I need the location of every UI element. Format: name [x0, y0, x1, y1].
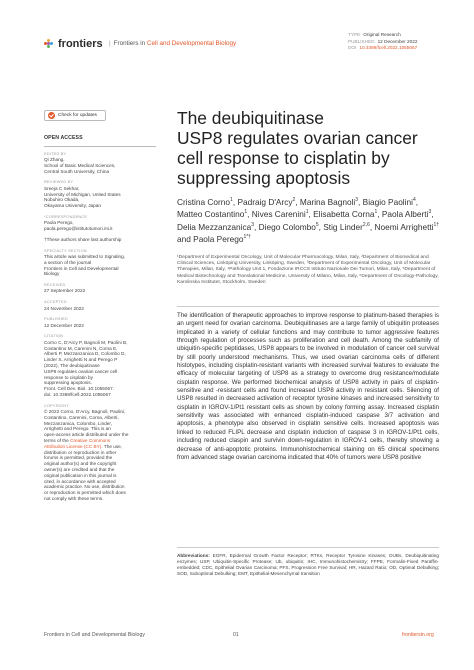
sidebar-section	[44, 151, 156, 175]
sidebar	[44, 110, 156, 507]
sidebar-section-head: EDITED BY	[44, 150, 67, 156]
check-icon	[48, 112, 55, 119]
sidebar-sections	[44, 151, 156, 398]
cc-license-link[interactable]: Creative Commons Attribution License (CC BY)	[44, 437, 111, 449]
sidebar-section	[44, 237, 156, 243]
author-name-text: Stig Linder	[323, 221, 363, 232]
sidebar-section	[44, 214, 156, 232]
author-affiliation-mark: 1	[230, 197, 233, 204]
author-affiliation-mark: 3	[355, 197, 359, 204]
author-name[interactable]	[323, 222, 370, 232]
logo-text: frontiers	[58, 38, 103, 50]
sidebar-section-text: Paola Perego, paola.perego@istitutotumori.mi.it	[44, 220, 113, 232]
meta-doi	[348, 45, 417, 52]
abstract: The identification of therapeutic approaches to improve response to platinum-based therapies is an urgent need for ovarian carcinoma. Deubiquitinases are a large family of ubiquitin proteases implicated in a variety of cellular functions and may contribute to tumor aggressive features through regulation of processes such as proliferation and cell death. Among the subfamily of ubiquitin-specific peptidases, USP8 appears to be involved in modulation of cancer cell survival by still poorly understood mechanisms. Thus, we used ovarian carcinoma cells of different histotypes, including cisplatin-resistant variants with increased survival features to evaluate the efficacy of molecular targeting of USP8 as a strategy to overcome drug resistance/modulate cisplatin response. We performed biochemical analysis of USP8 activity in pairs of cisplatin-sensitive and -resistant cells and found increased USP8 activity in resistant cells. Silencing of USP8 resulted in decreased activation of receptor tyrosine kinases and increased sensitivity to cisplatin in IGROV-1/Pt1 resistant cells as shown by colony forming assay. Increased cisplatin sensitivity was associated with enhanced cisplatin-induced caspase 3/7 activation and apoptosis, a phenotype also observed in cisplatin sensitive cells. Increased apoptosis was linked to reduced FLIPL decrease and cisplatin induction of caspase 3 in IGROV-1/Pt1 cells, including reduced claspin and survivin down-regulation in IGROV-1 cells, thereby showing a decrease of anti-apoptotic proteins. Immunohistochemical staining on 65 clinical specimens from advanced stage ovarian carcinoma indicated that 40% of tumors were USP8 positive	[177, 312, 439, 461]
author-name[interactable]	[237, 197, 295, 207]
author-name[interactable]	[252, 209, 309, 219]
sidebar-section	[44, 299, 156, 311]
sidebar-section-head: RECEIVED	[44, 282, 66, 288]
author-name-text: Paola Alberti	[381, 209, 429, 220]
author-name[interactable]	[177, 197, 233, 207]
author-name-text: Marina Bagnoli	[299, 197, 356, 207]
article-meta	[348, 32, 417, 52]
author-name-text: Delia Mezzanzanica	[177, 221, 252, 232]
sidebar-section-head: *CORRESPONDENCE	[44, 213, 88, 219]
author-affiliation-mark: 4	[412, 197, 416, 204]
author-name[interactable]	[259, 222, 319, 232]
sidebar-copyright	[44, 403, 156, 502]
copyright-head: COPYRIGHT	[44, 402, 69, 408]
author-affiliation-mark: 1†	[433, 222, 440, 229]
footer-site-link[interactable]: frontiersin.org	[402, 632, 434, 638]
sidebar-section-text: †These authors share last authorship	[44, 236, 122, 242]
sidebar-section	[44, 333, 156, 397]
sidebar-section	[44, 316, 156, 328]
copyright-text-part: . The use, distribution or reproduction in other forums is permitted, provided the original author(s) and the copyright owner(s) are credited and that the original publication in this journal is cited, in accordance with accepted academic practice. No use, distribution or reproduction is permitted which does not comply with these terms.	[44, 443, 126, 501]
journal-highlight: Cell and Developmental Biology	[146, 40, 237, 47]
sidebar-section-head: ACCEPTED	[44, 299, 67, 305]
frontiers-logo-icon	[44, 39, 54, 49]
meta-published-value: 12 December 2022	[377, 38, 418, 44]
author-name-text: Elisabetta Corna	[313, 209, 375, 220]
sidebar-section-text: This article was submitted to Signaling, a section of the journal Frontiers in Cell and Developmental Biology	[44, 253, 126, 277]
author-name[interactable]	[363, 197, 416, 207]
check-updates-button[interactable]	[44, 110, 106, 121]
frontiers-logo[interactable]	[44, 38, 103, 50]
author-name[interactable]	[177, 222, 254, 232]
author-name[interactable]	[193, 234, 251, 244]
copyright-text-part: © 2022 Corno, D'Arcy, Bagnoli, Paolini, Costantino, Carenini, Corna, Alberti, Mezzanzanica, Colombo, Linder, Arrighetti and Perego. This is an open-access article distributed under the terms of the	[44, 408, 129, 443]
divider	[177, 547, 439, 548]
meta-published-label: PUBLISHED	[348, 38, 375, 44]
author-affiliation-mark: 5	[315, 222, 319, 229]
sidebar-section-text: 24 November 2022	[44, 305, 84, 311]
author-name-text: Matteo Costantino	[177, 209, 245, 220]
sidebar-section-text: 27 September 2022	[44, 288, 86, 294]
journal-prefix: Frontiers in	[113, 40, 146, 47]
sidebar-section-head: REVIEWED BY	[44, 179, 74, 185]
author-name[interactable]	[300, 197, 358, 207]
sidebar-section-head: CITATION	[44, 333, 64, 339]
author-name-text: Cristina Corno	[177, 197, 231, 207]
author-name[interactable]	[177, 209, 247, 219]
author-affiliation-mark: 3	[251, 222, 255, 229]
page-header	[0, 0, 474, 62]
author-affiliation-mark: 1	[305, 209, 309, 216]
sidebar-section-text: Qi Zhang, School of Basic Medical Sciences, Central South University, China	[44, 157, 116, 174]
author-name[interactable]	[382, 209, 431, 219]
copyright-text	[44, 409, 156, 502]
page-footer	[0, 626, 474, 646]
author-name[interactable]	[375, 222, 440, 232]
sidebar-section	[44, 248, 156, 277]
doi-link[interactable]: 10.3389/fcell.2022.1055067	[359, 45, 418, 51]
author-affiliation-mark: 1*†	[243, 234, 251, 241]
sidebar-section-text: Corno C, D'Arcy P, Bagnoli M, Paolini B, Costantino M, Carenini N, Corna E, Alberti P, Mezzanzanica D, Colombo D, Linder S, Arrighetti N and Perego P (2022), The deubiquitinase USP8 regulates ovarian cancer cell response to cisplatin by suppressing apoptosis. Front. Cell Dev. Biol. 10:1055067. doi: 10.3389/fcell.2022.1055067	[44, 339, 128, 397]
separator: |	[109, 40, 111, 47]
affiliations: ¹Department of Experimental Oncology, Unit of Molecular Pharmacology, Milan, Italy, ²Department of Biomedical and Clinical Sciences, Linköping University, Linköping, Sweden, ³Department of Experimental Oncology, Unit of Molecular Therapies, Milan, Italy, ⁴Pathology Unit 1, Fondazione IRCCS Istituto Nazionale Dei Tumori, Milan, Italy, ⁵Department of Medical Biotechnology and Translational Medicine, University of Milano, Milan, Italy, ⁶Department of Oncology-Pathology, Karolinska Institutet, Stockholm, Sweden	[177, 255, 439, 285]
sidebar-section	[44, 282, 156, 294]
article-title: The deubiquitinase USP8 regulates ovarian cancer cell response to cisplatin by suppressing apoptosis	[177, 108, 418, 188]
author-name-text: Noemi Arrighetti	[374, 221, 434, 232]
meta-type-value: Original Research	[363, 32, 401, 37]
abbreviations-text: EGFR, Epidermal Growth Factor Receptor; RTKs, Receptor Tyrosine Kinases; DUBs, Deubiquitinating enzymes; USP, Ubiquitin-Specific Protease; Ub, ubiquitin; IHC, Immunohistochemistry; FFPE, Formalin-Fixed Paraffin-embedded; CDC, Epithelial Ovarian Carcinoma; PFS, Progression Free Survival; HR, Hazard Ratio; OD, Optimal Debulking; SOD, Suboptimal Debulking; EMT, Epithelial-Mesenchymal transition	[177, 553, 439, 576]
page-number: 01	[233, 632, 239, 638]
meta-doi-label: DOI	[348, 45, 357, 51]
journal-name[interactable]	[106, 40, 236, 47]
author-affiliation-mark: 1	[244, 209, 248, 216]
author-name-text: Paola Perego	[193, 234, 244, 245]
footer-journal: Frontiers in Cell and Developmental Biology	[44, 632, 145, 638]
author-affiliation-mark: 3	[428, 209, 432, 216]
abbreviations	[177, 553, 439, 577]
sidebar-section-head: PUBLISHED	[44, 316, 68, 322]
divider	[177, 306, 439, 307]
meta-type	[348, 32, 417, 39]
author-affiliation-mark: 1	[374, 209, 378, 216]
author-name-text: Nives Carenini	[251, 209, 306, 220]
open-access-label: OPEN ACCESS	[44, 135, 83, 141]
author-list: Cristina Corno$^1$, Padraig D'Arcy$^2$, Marina Bagnoli$^3$, Biagio Paolini$^4$, Matteo Costantino$^1$, Nives Carenini$^1$, Elisabetta Corna$^1$, Paola Alberti$^3$, Delia Mezzanzanica$^3$, Diego Colombo$^5$, Stig Linder$^{2,6}$, Noemi Arrighetti$^{1\dagger}$ and Paola Perego$^{1*\dagger}$	[177, 197, 440, 245]
author-name-text: Padraig D'Arcy	[237, 197, 293, 207]
sidebar-section	[44, 179, 156, 208]
author-name-text: Diego Colombo	[258, 221, 316, 232]
divider	[44, 146, 156, 147]
check-updates-label: Check for updates	[58, 112, 97, 118]
sidebar-section-head: SPECIALTY SECTION	[44, 247, 87, 253]
sidebar-section-text: 12 December 2022	[44, 322, 84, 328]
author-affiliation-mark: 2	[292, 197, 296, 204]
author-name[interactable]	[313, 209, 377, 219]
author-affiliation-mark: 2,6	[362, 222, 370, 229]
meta-type-label: TYPE	[348, 32, 361, 37]
meta-published	[348, 39, 417, 46]
author-name-text: Biagio Paolini	[362, 197, 413, 207]
abbreviations-label: Abbreviations:	[177, 553, 210, 558]
sidebar-section-text: Sreeja C Sekhar, University of Michigan, United States Nobuhiro Okada, Okayama University, Japan	[44, 185, 121, 209]
